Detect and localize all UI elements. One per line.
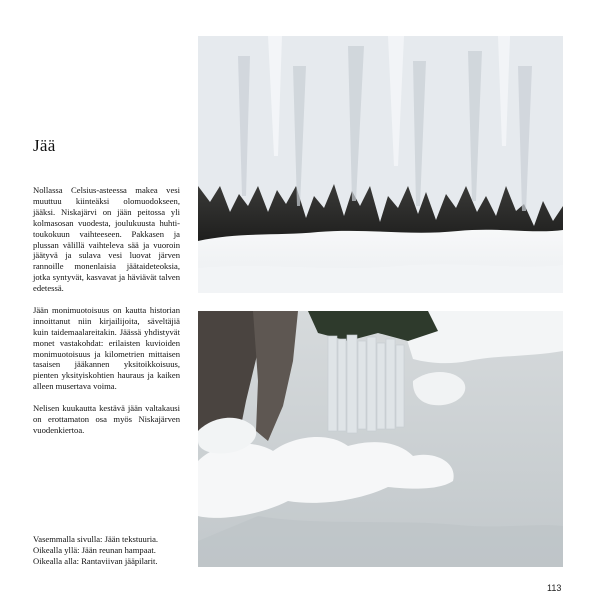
shoreline-ice-pillars-photo bbox=[198, 311, 563, 567]
body-paragraph-3: Nelisen kuukautta kestävä jään valtakausi on erottamaton osa myös Niskajärven vuodenkiertoa. bbox=[33, 403, 180, 435]
page-number: 113 bbox=[547, 583, 562, 593]
caption-right-bottom: Oikealla alla: Rantaviivan jääpilarit. bbox=[33, 555, 158, 566]
icicle-edge-photo bbox=[198, 36, 563, 293]
photo-captions bbox=[33, 534, 193, 567]
body-paragraph-2: Jään monimuotoisuus on kautta historian innoittanut niin kirjailijoita, säveltäjiä kuin taidemaalareitakin. Jäässä yhdistyvät monet vastakohdat: erilaisten kuvioiden monimuotoisuus ja kilometrien mittaisen tasaisen jääkannen yksitoikkoisuus, pienten yksityiskohtien hauraus ja kaiken alleen musertava voima. bbox=[33, 304, 180, 392]
body-paragraph-1: Nollassa Celsius-asteessa makea vesi muuttuu kiinteäksi olomuodokseen, jääksi. Niskajärvi on jään peitossa yli kolmasosan vuodesta, joulukuusta huhti-toukokuun vaihteeseen. Pakkasen ja plussan välillä vaihteleva sää ja vuoroin jäätyvä ja sulava vesi luovat järven rannoille monenlaisia jäätaideteoksia, jotka syntyvät, kasvavat ja häviävät talven edetessä. bbox=[33, 185, 180, 294]
article-body bbox=[33, 185, 180, 447]
page-heading: Jää bbox=[33, 136, 56, 155]
caption-left-page: Vasemmalla sivulla: Jään tekstuuria. bbox=[33, 534, 159, 544]
caption-right-top: Oikealla yllä: Jään reunan hampaat. bbox=[33, 544, 156, 555]
